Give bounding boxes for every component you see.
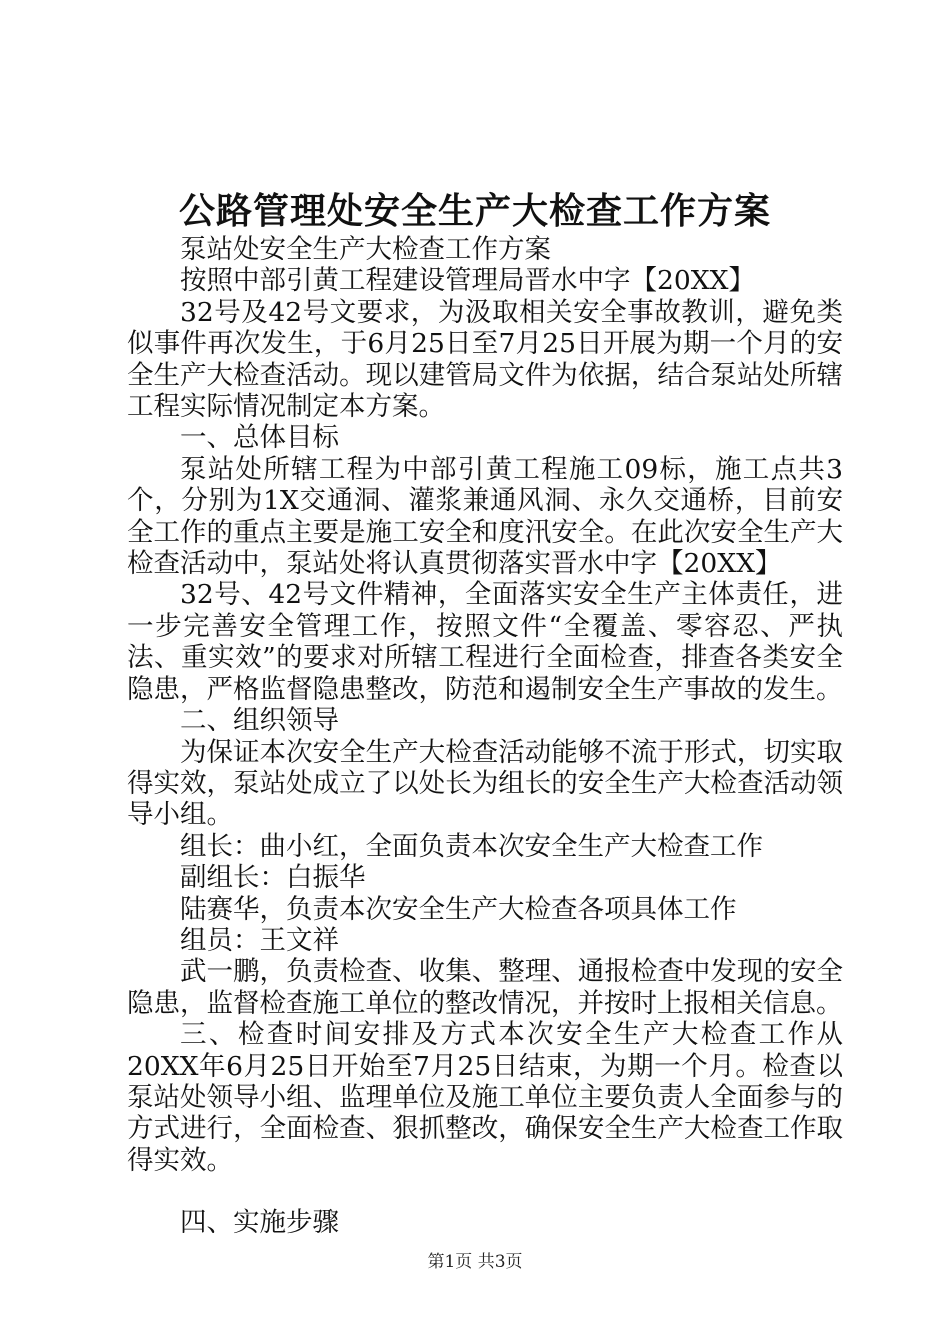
section-heading-steps: 四、实施步骤 xyxy=(180,1207,339,1239)
paragraph-deputy-leader: 副组长：白振华 xyxy=(180,862,366,894)
paragraph-schedule: 三、检查时间安排及方式本次安全生产大检查工作从20XX年6月25日开始至7月25日结束，为期一个月。检查以泵站处领导小组、监理单位及施工单位主要负责人全面参与的方式进行，全面检查、狠抓整改，确保安全生产大检查工作取得实效。 xyxy=(127,1019,843,1176)
document-title: 公路管理处安全生产大检查工作方案 xyxy=(178,190,771,232)
section-heading-organization: 二、组织领导 xyxy=(180,705,339,737)
page-footer: 第1页 共3页 xyxy=(427,1252,523,1272)
paragraph-leader: 组长：曲小红，全面负责本次安全生产大检查工作 xyxy=(180,830,763,862)
paragraph-intro: 32号及42号文要求，为汲取相关安全事故教训，避免类似事件再次发生，于6月25日至7月25日开展为期一个月的安全生产大检查活动。现以建管局文件为依据，结合泵站处所辖工程实际情况制定本方案。 xyxy=(127,296,843,423)
paragraph-organization: 为保证本次安全生产大检查活动能够不流于形式，切实取得实效，泵站处成立了以处长为组长的安全生产大检查活动领导小组。 xyxy=(127,736,843,831)
paragraph-member-duty: 武一鹏，负责检查、收集、整理、通报检查中发现的安全隐患，监督检查施工单位的整改情况，并按时上报相关信息。 xyxy=(127,956,843,1019)
paragraph-deputy-duty: 陆赛华，负责本次安全生产大检查各项具体工作 xyxy=(180,893,737,925)
document-body xyxy=(127,234,843,1239)
section-heading-goals: 一、总体目标 xyxy=(180,422,339,454)
paragraph-reference: 按照中部引黄工程建设管理局晋水中字【20XX】 xyxy=(180,265,755,297)
paragraph-goals: 泵站处所辖工程为中部引黄工程施工09标，施工点共3个，分别为1X交通洞、灌浆兼通风洞、永久交通桥，目前安全工作的重点主要是施工安全和度汛安全。在此次安全生产大检查活动中，泵站处将认真贯彻落实晋水中字【20XX】 xyxy=(127,453,843,580)
paragraph-member: 组员：王文祥 xyxy=(180,924,339,956)
paragraph-subtitle: 泵站处安全生产大检查工作方案 xyxy=(180,234,551,265)
paragraph-goals-continued: 32号、42号文件精神，全面落实安全生产主体责任，进一步完善安全管理工作，按照文件“全覆盖、零容忍、严执法、重实效”的要求对所辖工程进行全面检查，排查各类安全隐患，严格监督隐患整改，防范和遏制安全生产事故的发生。 xyxy=(127,579,843,705)
